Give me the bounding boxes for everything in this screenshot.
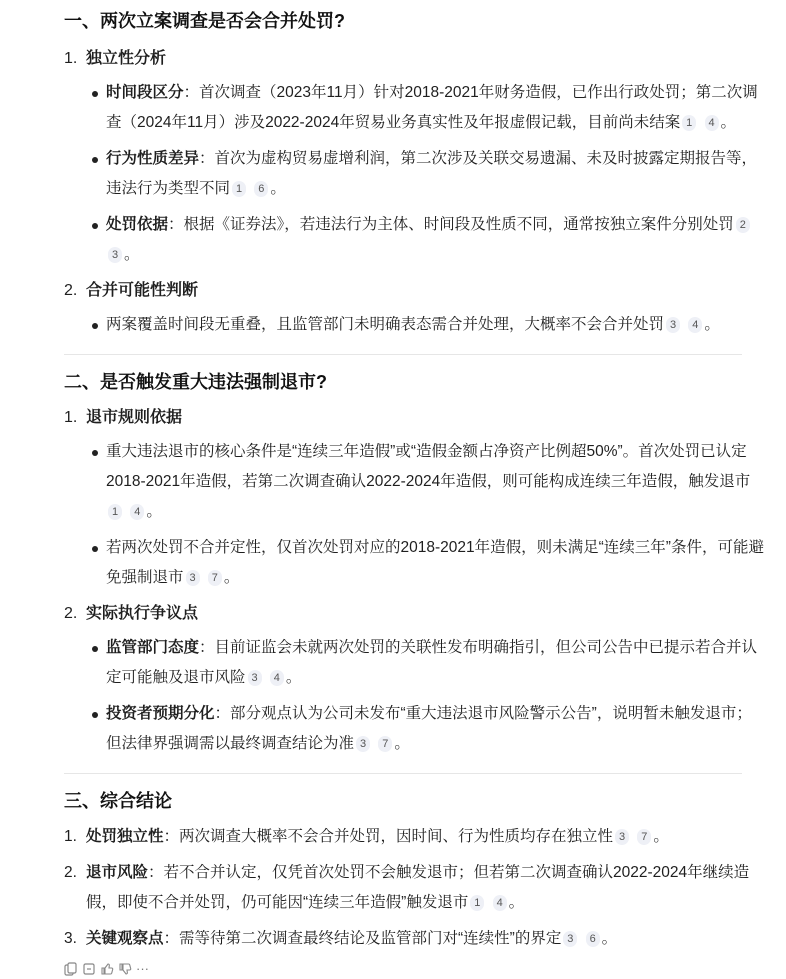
citation-badge[interactable]: 3 [108,247,122,263]
citation-badge[interactable]: 6 [586,931,600,947]
citation-badge[interactable]: 4 [493,895,507,911]
s1-sub1-list [64,78,764,270]
citation-badge[interactable]: 4 [130,504,144,520]
list-item: 重大违法退市的核心条件是“连续三年造假”或“造假金额占净资产比例超50%”。首次处罚已认定2018-2021年造假，若第二次调查确认2022-2024年造假，则可能构成连续三年造假，触发退市1 4 。 [90,437,764,527]
s1-sub1: 1. 独立性分析 [64,50,167,67]
citation-badge[interactable]: 1 [108,504,122,520]
conclusion-item: 1. 处罚独立性：两次调查大概率不会合并处罚，因时间、行为性质均存在独立性 3 7 。 [64,828,669,845]
list-item: 时间段区分：首次调查（2023年11月）针对2018-2021年财务造假，已作出行政处罚；第二次调查（2024年11月）涉及2022-2024年贸易业务真实性及年报虚假记载，目前尚未结案 1 4 。 [90,78,764,138]
citation-badge[interactable]: 7 [637,829,651,845]
citation-badge[interactable]: 3 [666,317,680,333]
citation-badge[interactable]: 7 [208,570,222,586]
conclusion-item: 2. 退市风险：若不合并认定，仅凭首次处罚不会触发退市；但若第二次调查确认2022-2024年继续造假，即使不合并处罚，仍可能因“连续三年造假”触发退市 1 4 。 [64,864,750,911]
action-bar [64,962,764,976]
citation-badge[interactable]: 2 [736,217,750,233]
section-2-title: 二、是否触发重大违法强制退市? [64,372,327,392]
list-item: 监管部门态度：目前证监会未就两次处罚的关联性发布明确指引，但公司公告中已提示若合并认定可能触及退市风险 3 4 。 [90,633,764,693]
list-item: 行为性质差异：首次为虚构贸易虚增利润，第二次涉及关联交易遗漏、未及时披露定期报告等，违法行为类型不同 1 6 。 [90,144,764,204]
citation-badge[interactable]: 7 [378,736,392,752]
s2-sub1: 1. 退市规则依据 [64,409,183,426]
citation-badge[interactable]: 4 [705,115,719,131]
thumbs-down-icon[interactable] [118,962,132,976]
s2-sub2: 2. 实际执行争议点 [64,605,199,622]
citation-badge[interactable]: 3 [356,736,370,752]
citation-badge[interactable]: 4 [688,317,702,333]
section-3-title: 三、综合结论 [64,791,172,811]
more-icon[interactable]: ··· [136,961,149,976]
list-item: 投资者预期分化：部分观点认为公司未发布“重大违法退市风险警示公告”，说明暂未触发退市；但法律界强调需以最终调查结论为准 3 7 。 [90,699,764,759]
s2-sub2-list [64,633,764,759]
citation-badge[interactable]: 1 [682,115,696,131]
citation-badge[interactable]: 3 [248,670,262,686]
citation-badge[interactable]: 6 [254,181,268,197]
conclusion-item: 3. 关键观察点：需等待第二次调查最终结论及监管部门对“连续性”的界定 3 6 。 [64,930,618,947]
s1-sub2-list [64,310,764,340]
s1-sub2: 2. 合并可能性判断 [64,282,199,299]
thumbs-up-icon[interactable] [100,962,114,976]
citation-badge[interactable]: 3 [186,570,200,586]
citation-badge[interactable]: 3 [615,829,629,845]
list-item: 若两次处罚不合并定性，仅首次处罚对应的2018-2021年造假，则未满足“连续三年”条件，可能避免强制退市 3 7 。 [90,533,764,593]
regenerate-icon[interactable] [82,962,96,976]
list-item: 处罚依据：根据《证券法》，若违法行为主体、时间段及性质不同，通常按独立案件分别处罚 2 3 。 [90,210,764,270]
s2-sub1-list [64,437,764,593]
list-item: 两案覆盖时间段无重叠，且监管部门未明确表态需合并处理，大概率不会合并处罚 3 4 。 [90,310,764,340]
citation-badge[interactable]: 1 [232,181,246,197]
citation-badge[interactable]: 4 [270,670,284,686]
citation-badge[interactable]: 3 [563,931,577,947]
section-1-title: 一、两次立案调查是否会合并处罚? [64,11,345,31]
copy-icon[interactable] [64,962,78,976]
citation-badge[interactable]: 1 [470,895,484,911]
